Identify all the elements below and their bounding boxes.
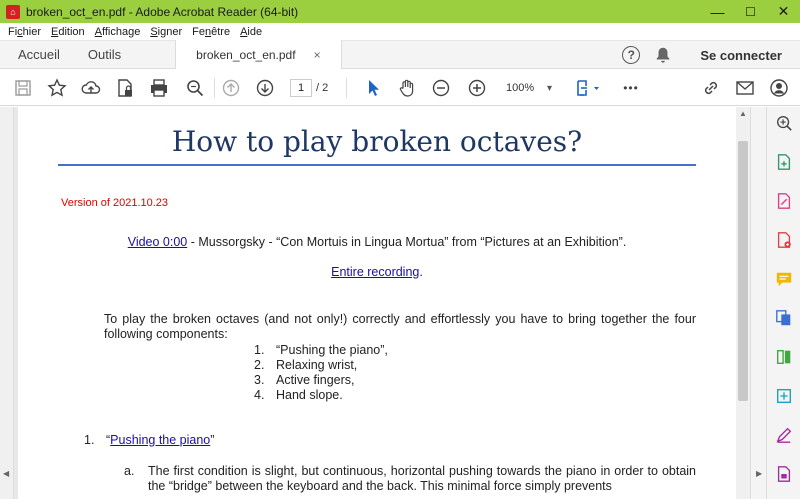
compress-pdf-icon[interactable]: [774, 386, 794, 406]
version-text: Version of 2021.10.23: [61, 197, 169, 209]
list-number: 2.: [254, 358, 265, 372]
section-number: 1.: [84, 433, 95, 447]
next-page-icon[interactable]: [254, 78, 276, 98]
hand-tool-icon[interactable]: [396, 78, 418, 98]
chevron-down-icon: ▾: [546, 82, 552, 94]
maximize-button[interactable]: ☐: [745, 4, 756, 19]
organize-pages-icon[interactable]: [774, 347, 794, 367]
arrow-right-icon[interactable]: ▶: [756, 469, 763, 478]
page-total: / 2: [316, 82, 329, 94]
vertical-scrollbar[interactable]: [736, 107, 750, 499]
zoom-in-icon[interactable]: [466, 78, 488, 98]
acrobat-icon: ⌂: [6, 5, 20, 19]
save-icon[interactable]: [12, 78, 34, 98]
signin-button[interactable]: Se connecter: [700, 47, 782, 63]
page-number-input[interactable]: 1: [290, 79, 312, 97]
tab-bar: [0, 41, 800, 69]
menu-file[interactable]: Fichier: [8, 25, 42, 38]
pdf-page: [18, 107, 736, 499]
menu-bar: [0, 23, 800, 41]
right-tools-panel: [766, 107, 800, 499]
list-text: “Pushing the piano”,: [276, 343, 388, 357]
tab-close-icon[interactable]: ×: [313, 47, 321, 62]
list-item: [254, 358, 388, 373]
title-rule: [58, 164, 696, 166]
entire-recording-line: [18, 265, 736, 279]
right-scroll-gutter: [750, 107, 766, 499]
list-number: 4.: [254, 388, 265, 402]
lock-document-icon[interactable]: [114, 78, 136, 98]
comment-icon[interactable]: [774, 269, 794, 289]
document-area: [0, 107, 766, 499]
toolbar-separator: [346, 78, 347, 98]
arrow-left-icon[interactable]: ◀: [3, 469, 10, 478]
quote-close: ”: [210, 433, 215, 447]
menu-window[interactable]: Fenêtre: [192, 25, 231, 38]
tab-document-label: broken_oct_en.pdf: [196, 47, 296, 62]
cloud-upload-icon[interactable]: [80, 78, 102, 98]
arrow-up-icon[interactable]: ▲: [739, 109, 747, 118]
search-icon[interactable]: [184, 78, 206, 98]
tab-home[interactable]: Accueil: [18, 47, 60, 62]
list-item: [254, 343, 388, 358]
menu-view[interactable]: Affichage: [94, 25, 141, 38]
zoom-out-icon[interactable]: [430, 78, 452, 98]
select-cursor-icon[interactable]: [362, 78, 384, 98]
list-item: [254, 388, 388, 403]
menu-help[interactable]: Aide: [240, 25, 263, 38]
left-scroll-gutter: [0, 107, 14, 499]
subsection-letter: a.: [124, 464, 135, 478]
combine-files-icon[interactable]: [774, 308, 794, 328]
tab-document[interactable]: [175, 40, 341, 69]
list-number: 1.: [254, 343, 265, 357]
video-line: [18, 235, 736, 249]
list-number: 3.: [254, 373, 265, 387]
tab-tools[interactable]: Outils: [87, 47, 122, 62]
title-bar: [0, 0, 800, 23]
scrollbar-thumb[interactable]: [738, 141, 748, 401]
protect-icon[interactable]: [774, 464, 794, 484]
more-tools-icon[interactable]: •••: [623, 81, 639, 95]
zoom-value: 100%: [506, 82, 535, 94]
menu-edit[interactable]: Edition: [51, 25, 85, 38]
window-title: broken_oct_en.pdf - Adobe Acrobat Reader (64-bit): [26, 4, 299, 19]
quote-open: “: [106, 433, 111, 447]
mail-icon[interactable]: [734, 78, 756, 98]
toolbar-separator: [214, 78, 215, 98]
list-text: Active fingers,: [276, 373, 355, 387]
document-title: How to play broken octaves?: [171, 125, 583, 158]
pushing-piano-link[interactable]: Pushing the piano: [110, 433, 211, 447]
menu-sign[interactable]: Signer: [150, 25, 183, 38]
help-icon[interactable]: ?: [622, 46, 640, 64]
add-user-icon[interactable]: [768, 78, 790, 98]
create-pdf-icon[interactable]: [774, 230, 794, 250]
list-text: Hand slope.: [276, 388, 343, 402]
export-pdf-icon[interactable]: [774, 152, 794, 172]
fill-sign-icon[interactable]: [774, 425, 794, 445]
page-fit-icon[interactable]: [574, 78, 602, 98]
list-text: Relaxing wrist,: [276, 358, 358, 372]
zoom-select[interactable]: [500, 79, 558, 97]
close-button[interactable]: ✕: [777, 3, 790, 19]
video-link[interactable]: Video 0:00: [127, 235, 188, 249]
toolbar: [0, 70, 800, 106]
print-icon[interactable]: [148, 78, 170, 98]
subsection-a: [124, 464, 696, 494]
link-icon[interactable]: [700, 78, 722, 98]
star-icon[interactable]: [46, 78, 68, 98]
edit-pdf-icon[interactable]: [774, 191, 794, 211]
entire-recording-period: .: [419, 265, 423, 279]
components-list: [254, 343, 388, 403]
entire-recording-link[interactable]: Entire recording: [331, 265, 420, 279]
zoom-panel-icon[interactable]: [774, 113, 794, 133]
intro-paragraph: To play the broken octaves (and not only!) correctly and effortlessly you have to bring together the four following components:: [104, 312, 696, 341]
previous-page-icon[interactable]: [220, 78, 242, 98]
video-description: - Mussorgsky - “Con Mortuis in Lingua Mortua” from “Pictures at an Exhibition”.: [187, 235, 627, 249]
minimize-button[interactable]: —: [710, 3, 725, 20]
bell-icon[interactable]: [654, 46, 672, 64]
subsection-text: The first condition is slight, but continuous, horizontal pushing towards the piano in order to obtain the “bridge” between the keyboard and the back. This minimal force simply prevents: [148, 464, 696, 493]
section-heading: [84, 433, 214, 447]
list-item: [254, 373, 388, 388]
